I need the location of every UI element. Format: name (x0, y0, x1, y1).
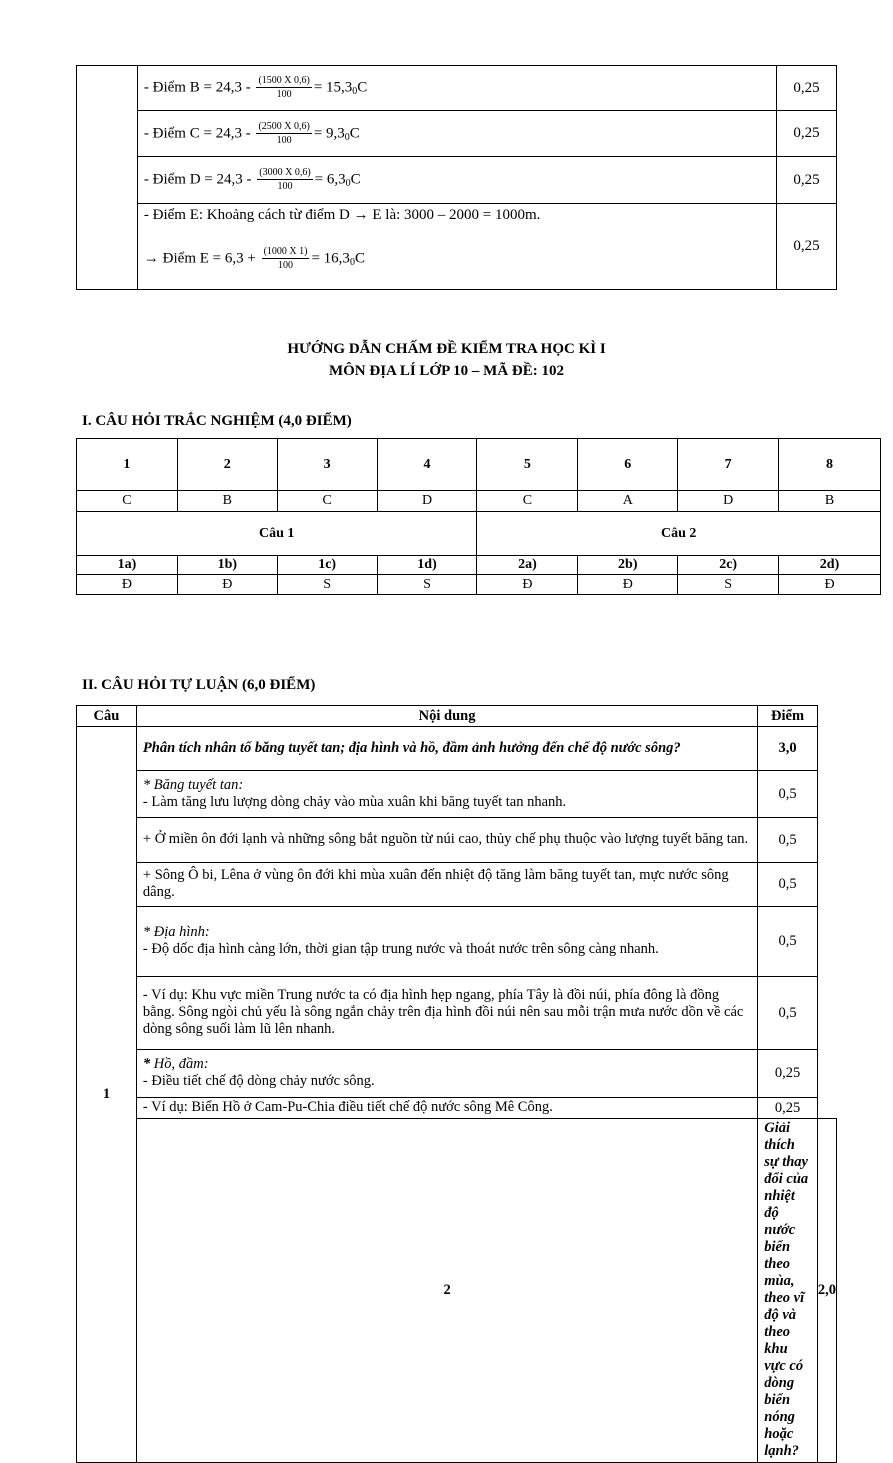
calc-prefix: - Điểm C = 24,3 - (143, 124, 251, 141)
tf-label: 2a) (477, 556, 578, 575)
section1-heading: I. CÂU HỎI TRẮC NGHIỆM (4,0 ĐIỂM) (82, 413, 352, 429)
mc-number: 8 (779, 439, 881, 491)
answer-score: 0,5 (758, 818, 818, 863)
mc-answer: C (477, 491, 578, 512)
fraction-denominator: 100 (276, 89, 292, 100)
calc-prefix: - Điểm B = 24,3 - (143, 79, 251, 96)
question-number: 1 (77, 727, 137, 1463)
tf-label: 1d) (377, 556, 477, 575)
essay-table (76, 705, 837, 1463)
score-cell: 0,25 (777, 157, 837, 204)
fraction-numerator: (3000 X 0,6) (259, 167, 311, 178)
mc-number: 3 (277, 439, 377, 491)
tf-label: 2c) (678, 556, 779, 575)
answer-text: - Độ dốc địa hình càng lớn, thời gian tập trung nước và thoát nước trên sông càng nhanh. (142, 941, 659, 957)
section2-heading: II. CÂU HỎI TỰ LUẬN (6,0 ĐIỂM) (82, 677, 316, 693)
subsection-title: * Băng tuyết tan: (142, 776, 244, 793)
tf-label: 2d) (779, 556, 881, 575)
answer-score: 0,5 (758, 907, 818, 977)
fraction (257, 167, 312, 193)
mc-answer: B (779, 491, 881, 512)
calc-result: = 15,3 (313, 79, 353, 96)
unit: C (357, 79, 368, 96)
tf-label: 1a) (77, 556, 178, 575)
mc-answer: A (578, 491, 678, 512)
answer-text: - Điều tiết chế độ dòng chảy nước sông. (142, 1073, 375, 1089)
answer-score: 0,5 (758, 977, 818, 1050)
mc-answer: C (277, 491, 377, 512)
calc-result: = 16,3 (311, 250, 350, 267)
mc-number: 7 (678, 439, 779, 491)
fraction (256, 75, 311, 101)
fraction-numerator: (2500 X 0,6) (258, 120, 310, 132)
fraction-denominator: 100 (277, 181, 293, 192)
unit: C (350, 171, 361, 188)
answer-text: - Làm tăng lưu lượng dòng chảy vào mùa xuân khi băng tuyết tan nhanh. (142, 793, 567, 810)
fraction-denominator: 100 (276, 134, 292, 146)
mc-answer: B (177, 491, 277, 512)
degree-mark: 0 (344, 131, 350, 143)
question-text: Phân tích nhân tố băng tuyết tan; địa hình và hồ, đầm ảnh hưởng đến chế độ nước sông? (136, 727, 757, 771)
calc-row-d (137, 157, 776, 204)
mc-answer: C (77, 491, 178, 512)
tf-answer: S (678, 575, 779, 595)
fraction (262, 246, 310, 272)
calc-table-empty-cell (77, 66, 138, 290)
fraction-denominator: 100 (278, 260, 294, 271)
calc-prefix: → Điểm E = 6,3 + (143, 250, 256, 267)
fraction-numerator: (1500 X 0,6) (258, 75, 310, 86)
calc-prefix: - Điểm D = 24,3 - (143, 171, 252, 188)
mc-number: 5 (477, 439, 578, 491)
question-text: Giải thích sự thay đổi của nhiệt độ nước biển theo mùa, theo vĩ độ và theo khu vực có dòng biển nóng hoặc lạnh? (758, 1119, 818, 1463)
calc-e-line1: - Điểm E: Khoảng cách từ điểm D → E là: 3000 – 2000 = 1000m. (143, 207, 541, 223)
unit: C (354, 250, 365, 267)
tf-answer: Đ (779, 575, 881, 595)
answer-score: 0,5 (758, 771, 818, 818)
tf-answer: Đ (477, 575, 578, 595)
tf-answer: S (377, 575, 477, 595)
calc-result: = 6,3 (314, 171, 346, 188)
mc-answer: D (377, 491, 477, 512)
fraction (256, 121, 311, 147)
tf-label: 1c) (277, 556, 377, 575)
question-number: 2 (136, 1119, 757, 1463)
calc-row-b (137, 66, 776, 111)
answer-text: + Sông Ô bi, Lêna ở vùng ôn đới khi mùa xuân đến nhiệt độ tăng làm băng tuyết tan, mực nước sông dâng. (136, 863, 757, 907)
score-cell: 0,25 (777, 66, 837, 111)
calc-row-e (137, 204, 776, 290)
answer-score: 0,25 (758, 1050, 818, 1098)
mc-number: 1 (77, 439, 178, 491)
degree-mark: 0 (349, 257, 355, 269)
fraction-numerator: (1000 X 1) (263, 246, 308, 257)
mc-number: 6 (578, 439, 678, 491)
group-cau-2: Câu 2 (477, 512, 881, 556)
answer-text: + Ở miền ôn đới lạnh và những sông bắt nguồn từ núi cao, thủy chế phụ thuộc vào lượng tuyết băng tan. (136, 818, 757, 863)
answer-text: - Ví dụ: Biển Hồ ở Cam-Pu-Chia điều tiết chế độ nước sông Mê Công. (136, 1098, 757, 1119)
subsection-title (143, 1056, 751, 1073)
tf-label: 1b) (177, 556, 277, 575)
subsection-title-text: Hồ, đầm: (150, 1056, 209, 1072)
answer-text: - Ví dụ: Khu vực miền Trung nước ta có địa hình hẹp ngang, phía Tây là đồi núi, phía đông là đồng bằng. Sông ngòi chủ yếu là sông ngắn chảy trên địa hình đồi núi nên sau mỗi trận mưa nước dồn về các dòng sông suối làm lũ lên nhanh. (136, 977, 757, 1050)
score-cell: 0,25 (777, 204, 837, 290)
question-score: 3,0 (758, 727, 818, 771)
col-cau-header: Câu (77, 706, 137, 727)
answer-row (136, 1050, 757, 1098)
mc-number: 4 (377, 439, 477, 491)
calc-row-c (137, 111, 776, 157)
unit: C (349, 124, 360, 141)
tf-answer: S (277, 575, 377, 595)
col-diem-header: Điểm (758, 706, 818, 727)
tf-answer: Đ (578, 575, 678, 595)
answer-score: 0,25 (758, 1098, 818, 1119)
subsection-title: * Địa hình: (142, 924, 210, 940)
tf-answer: Đ (177, 575, 277, 595)
question-score: 2,0 (817, 1119, 836, 1463)
doc-title-line2: MÔN ĐỊA LÍ LỚP 10 – MÃ ĐỀ: 102 (328, 363, 564, 379)
mc-number: 2 (177, 439, 277, 491)
degree-mark: 0 (345, 178, 351, 190)
multiple-choice-table (76, 438, 881, 595)
doc-title-line1: HƯỚNG DẪN CHẤM ĐỀ KIỂM TRA HỌC KÌ I (287, 341, 606, 357)
calc-result: = 9,3 (313, 124, 345, 141)
answer-row (136, 771, 757, 818)
group-cau-1: Câu 1 (77, 512, 477, 556)
mc-answer: D (678, 491, 779, 512)
answer-score: 0,5 (758, 863, 818, 907)
degree-mark: 0 (352, 86, 358, 98)
score-cell: 0,25 (777, 111, 837, 157)
star-mark: * (142, 1056, 151, 1072)
answer-row (136, 907, 757, 977)
calc-table (76, 65, 837, 290)
col-noidung-header: Nội dung (136, 706, 757, 727)
tf-answer: Đ (77, 575, 178, 595)
tf-label: 2b) (578, 556, 678, 575)
